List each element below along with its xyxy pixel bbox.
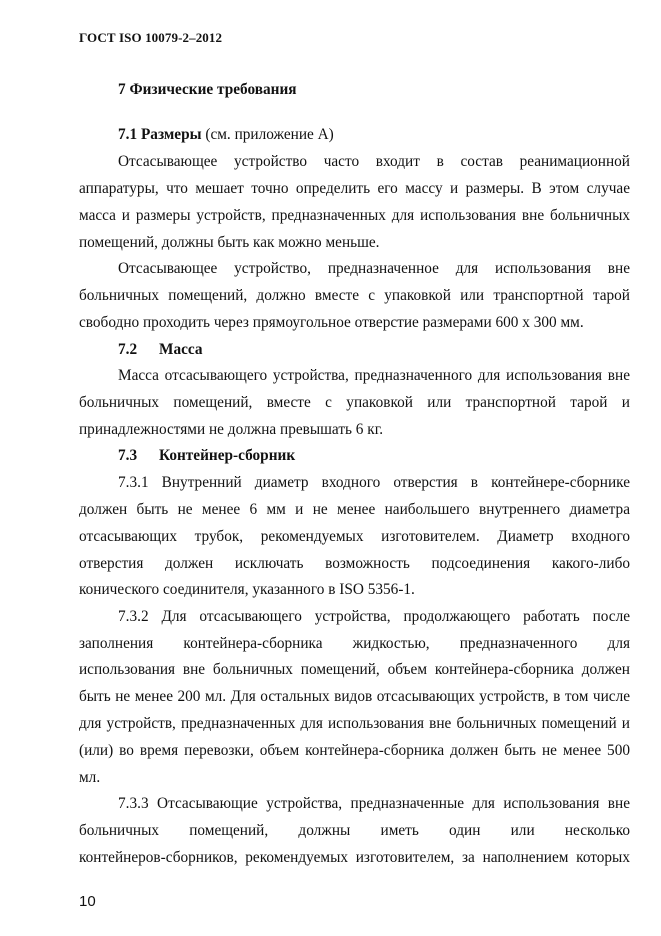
section-title: 7 Физические требования — [118, 81, 297, 98]
text-line: быть не менее 200 мл. Для остальных видов отсасывающих устройств, в том числе — [79, 688, 630, 705]
text-line: (или) во время перевозки, объем контейнера-сборника должен быть не менее 500 — [79, 742, 630, 759]
subsection-7-2-title: Масса — [159, 341, 203, 358]
text-line: конического соединителя, указанного в ISO 5356-1. — [79, 581, 415, 598]
subsection-7-2-number: 7.2 — [118, 341, 138, 358]
text-line: свободно проходить через прямоугольное отверстие размерами 600 х 300 мм. — [79, 314, 584, 331]
subsection-7-1-annex-ref: (см. приложение А) — [201, 126, 334, 143]
subsection-7-2-heading — [79, 341, 630, 359]
text-line: отсасывающих трубок, рекомендуемых изготовителем. Диаметр входного — [79, 528, 630, 545]
text-line: для устройств, предназначенных для использования вне больничных помещений и — [79, 715, 630, 732]
subsection-7-3-heading — [79, 447, 630, 465]
text-line: Отсасывающее устройство, предназначенное для использования вне — [118, 260, 630, 277]
text-line: контейнеров-сборников, рекомендуемых изготовителем, за наполнением которых — [79, 849, 630, 866]
text-line: заполнения контейнера-сборника жидкостью, предназначенного для — [79, 635, 630, 652]
subsection-7-3-title: Контейнер-сборник — [159, 447, 296, 464]
text-line: должен быть не менее 6 мм и не менее наибольшего внутреннего диаметра — [79, 501, 630, 518]
text-line: больничных помещений, вместе с упаковкой или транспортной тарой и — [79, 394, 630, 411]
text-line: больничных помещений, должны иметь один или несколько — [79, 822, 630, 839]
text-line: аппаратуры, что мешает точно определить его массу и размеры. В этом случае — [79, 180, 630, 197]
text-line: Масса отсасывающего устройства, предназначенного для использования вне — [118, 367, 630, 384]
text-line: 7.3.2 Для отсасывающего устройства, продолжающего работать после — [118, 608, 630, 625]
text-line: 7.3.1 Внутренний диаметр входного отверстия в контейнере-сборнике — [118, 474, 630, 491]
text-line: мл. — [79, 769, 101, 786]
text-line: Отсасывающее устройство часто входит в состав реанимационной — [118, 153, 630, 170]
subsection-7-3-number: 7.3 — [118, 447, 138, 464]
text-line: больничных помещений, должно вместе с упаковкой или транспортной тарой — [79, 287, 630, 304]
text-line: помещений, должны быть как можно меньше. — [79, 234, 380, 251]
text-line: отверстия должен исключать возможность подсоединения какого-либо — [79, 555, 630, 572]
text-line: принадлежностями не должна превышать 6 кг. — [79, 421, 384, 438]
page-number: 10 — [79, 893, 96, 910]
text-line: 7.3.3 Отсасывающие устройства, предназначенные для использования вне — [118, 795, 630, 812]
document-header: ГОСТ ISO 10079-2–2012 — [79, 30, 223, 45]
subsection-7-1-title: 7.1 Размеры — [118, 126, 202, 143]
subsection-7-1-heading — [79, 126, 630, 144]
text-line: использования вне больничных помещений, объем контейнера-сборника должен — [79, 661, 630, 678]
text-line: масса и размеры устройств, предназначенных для использования вне больничных — [79, 207, 630, 224]
